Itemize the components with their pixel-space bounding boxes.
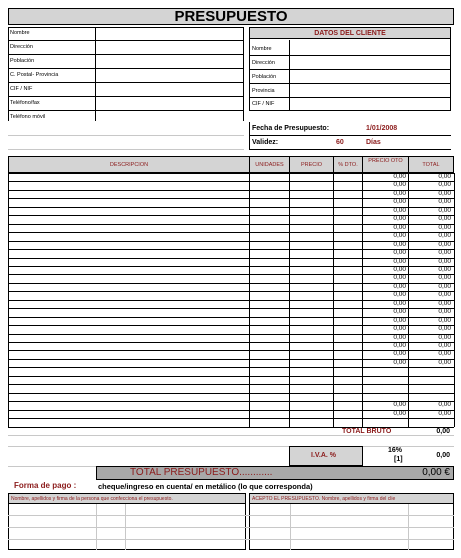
firma-emisor-label: Nombre, apellidos y firma de la persona que confecciona el presupuesto. [8, 493, 246, 504]
total-bruto-label: TOTAL BRUTO [342, 428, 392, 435]
precio-oto-cell: 0,00 [393, 342, 406, 349]
emisor-field[interactable] [96, 55, 243, 69]
total-cell: 0,00 [438, 291, 451, 298]
fecha-label: Fecha de Presupuesto: [252, 125, 330, 132]
precio-oto-cell: 0,00 [393, 224, 406, 231]
descripcion-cell[interactable] [9, 191, 248, 198]
precio-oto-cell: 0,00 [393, 359, 406, 366]
precio-oto-cell: 0,00 [393, 173, 406, 180]
emisor-field[interactable] [96, 69, 243, 83]
col-header-total: TOTAL [408, 156, 454, 173]
precio-oto-cell: 0,00 [393, 291, 406, 298]
total-cell: 0,00 [438, 173, 451, 180]
iva-value: 0,00 [436, 452, 450, 459]
iva-pct: 16% [388, 447, 403, 454]
total-cell: 0,00 [438, 215, 451, 222]
descripcion-cell[interactable] [9, 301, 248, 308]
precio-oto-cell: 0,00 [393, 334, 406, 341]
fecha-value: 1/01/2008 [366, 125, 398, 132]
total-cell: 0,00 [438, 232, 451, 239]
descripcion-cell[interactable] [9, 242, 248, 249]
descripcion-cell[interactable] [9, 411, 248, 418]
precio-oto-cell: 0,00 [393, 274, 406, 281]
precio-oto-cell: 0,00 [393, 300, 406, 307]
precio-oto-cell: 0,00 [393, 258, 406, 265]
precio-oto-cell: 0,00 [393, 308, 406, 315]
descripcion-cell[interactable] [9, 377, 248, 384]
total-cell: 0,00 [438, 410, 451, 417]
iva-note: [1] [394, 456, 403, 463]
descripcion-cell[interactable] [9, 216, 248, 223]
precio-oto-cell: 0,00 [393, 325, 406, 332]
emisor-field[interactable] [96, 27, 243, 41]
descripcion-cell[interactable] [9, 351, 248, 358]
total-presupuesto-value: 0,00 € [422, 467, 450, 478]
total-cell: 0,00 [438, 241, 451, 248]
col-header-precio: PRECIO [289, 156, 334, 173]
firma-cliente-label: ACEPTO EL PRESUPUESTO. Nombre, apellidos y firma del clie [249, 493, 454, 504]
precio-oto-cell: 0,00 [393, 249, 406, 256]
descripcion-cell[interactable] [9, 199, 248, 206]
emisor-label: Dirección [10, 44, 33, 50]
precio-oto-cell: 0,00 [393, 410, 406, 417]
col-header-dto: % DTO. [333, 156, 363, 173]
descripcion-cell[interactable] [9, 335, 248, 342]
total-cell: 0,00 [438, 300, 451, 307]
cliente-label: CIF / NIF [252, 101, 275, 107]
descripcion-cell[interactable] [9, 174, 248, 181]
total-cell: 0,00 [438, 317, 451, 324]
precio-oto-cell: 0,00 [393, 190, 406, 197]
precio-oto-cell: 0,00 [393, 266, 406, 273]
descripcion-cell[interactable] [9, 250, 248, 257]
validez-label: Validez: [252, 139, 279, 146]
emisor-label: Teléfono móvil [10, 114, 46, 120]
precio-oto-cell: 0,00 [393, 241, 406, 248]
descripcion-cell[interactable] [9, 343, 248, 350]
descripcion-cell[interactable] [9, 292, 248, 299]
descripcion-cell[interactable] [9, 368, 248, 375]
total-cell: 0,00 [438, 325, 451, 332]
precio-oto-cell: 0,00 [393, 215, 406, 222]
descripcion-cell[interactable] [9, 402, 248, 409]
emisor-field[interactable] [96, 83, 243, 97]
emisor-field[interactable] [96, 41, 243, 55]
precio-oto-cell: 0,00 [393, 198, 406, 205]
descripcion-cell[interactable] [9, 318, 248, 325]
total-cell: 0,00 [438, 350, 451, 357]
validez-value: 60 [336, 139, 344, 146]
col-header-descripcion: DESCRIPCION [8, 156, 250, 173]
descripcion-cell[interactable] [9, 267, 248, 274]
cliente-label: Nombre [252, 46, 272, 52]
total-presupuesto-label: TOTAL PRESUPUESTO............ [130, 467, 273, 478]
iva-label: I.V.A. % [311, 452, 337, 459]
total-cell: 0,00 [438, 359, 451, 366]
descripcion-cell[interactable] [9, 309, 248, 316]
emisor-label: Nombre [10, 30, 30, 36]
emisor-field[interactable] [96, 97, 243, 111]
forma-pago-label: Forma de pago : [14, 481, 77, 490]
col-header-precio-oto: PRECIO OTO [362, 156, 409, 173]
col-header-unidades: UNIDADES [249, 156, 290, 173]
total-cell: 0,00 [438, 249, 451, 256]
descripcion-cell[interactable] [9, 225, 248, 232]
forma-pago-value: cheque/ingreso en cuenta/ en metálico (lo que corresponda) [98, 482, 313, 491]
descripcion-cell[interactable] [9, 419, 248, 426]
total-cell: 0,00 [438, 258, 451, 265]
descripcion-cell[interactable] [9, 385, 248, 392]
descripcion-cell[interactable] [9, 259, 248, 266]
total-cell: 0,00 [438, 198, 451, 205]
emisor-label: C. Postal- Provincia [10, 72, 59, 78]
total-cell: 0,00 [438, 190, 451, 197]
emisor-label: CIF / NIF [10, 86, 33, 92]
validez-unit: Días [366, 139, 381, 146]
descripcion-cell[interactable] [9, 208, 248, 215]
descripcion-cell[interactable] [9, 284, 248, 291]
emisor-field[interactable] [96, 111, 243, 125]
precio-oto-cell: 0,00 [393, 283, 406, 290]
total-cell: 0,00 [438, 274, 451, 281]
page-title: PRESUPUESTO [8, 8, 454, 25]
descripcion-cell[interactable] [9, 275, 248, 282]
total-cell: 0,00 [438, 266, 451, 273]
descripcion-cell[interactable] [9, 182, 248, 189]
total-cell: 0,00 [438, 224, 451, 231]
total-cell: 0,00 [438, 401, 451, 408]
total-cell: 0,00 [438, 283, 451, 290]
total-cell: 0,00 [438, 334, 451, 341]
cliente-label: Población [252, 74, 277, 80]
precio-oto-cell: 0,00 [393, 232, 406, 239]
emisor-label: Población [10, 58, 35, 64]
emisor-label: Teléfono/fax [10, 100, 40, 106]
descripcion-cell[interactable] [9, 360, 248, 367]
cliente-label: Dirección [252, 60, 275, 66]
precio-oto-cell: 0,00 [393, 401, 406, 408]
descripcion-cell[interactable] [9, 233, 248, 240]
total-bruto-value: 0,00 [436, 428, 450, 435]
total-cell: 0,00 [438, 181, 451, 188]
descripcion-cell[interactable] [9, 326, 248, 333]
cliente-header: DATOS DEL CLIENTE [249, 27, 451, 39]
total-cell: 0,00 [438, 308, 451, 315]
descripcion-cell[interactable] [9, 394, 248, 401]
precio-oto-cell: 0,00 [393, 207, 406, 214]
total-cell: 0,00 [438, 342, 451, 349]
total-cell: 0,00 [438, 207, 451, 214]
cliente-label: Provincia [252, 88, 275, 94]
precio-oto-cell: 0,00 [393, 350, 406, 357]
precio-oto-cell: 0,00 [393, 181, 406, 188]
precio-oto-cell: 0,00 [393, 317, 406, 324]
